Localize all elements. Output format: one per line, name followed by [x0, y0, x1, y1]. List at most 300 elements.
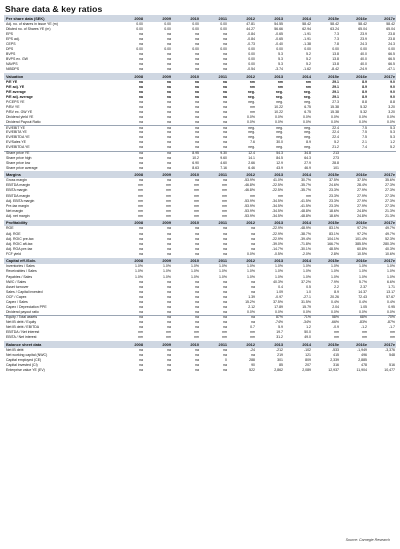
- row-value: na: [167, 67, 171, 72]
- row-value: na: [139, 368, 143, 372]
- row-value: na: [139, 362, 143, 367]
- row-value: 27.9: [304, 160, 311, 165]
- row-value: 57.67: [386, 294, 395, 299]
- row-value: 9.0: [390, 95, 395, 99]
- row-value: 13.8: [332, 62, 339, 67]
- row-value: 1.0%: [359, 274, 367, 279]
- row-value: na: [251, 352, 255, 357]
- row-value: nm: [166, 330, 171, 335]
- row-label: Adj. no. of shares in issue YE (m): [6, 21, 58, 26]
- row-value: 58.42: [302, 21, 311, 26]
- row-value: na: [138, 84, 143, 89]
- row-value: 40.0: [360, 62, 367, 67]
- row-value: 0.0%: [331, 115, 339, 120]
- row-value: 56.66: [274, 26, 283, 31]
- year-header: 2017e: [384, 220, 395, 226]
- row-value: 58.42: [386, 21, 395, 26]
- row-value: nm: [222, 203, 227, 208]
- row-value: 2.1: [362, 140, 367, 145]
- row-value: na: [223, 105, 227, 110]
- row-value: na: [166, 89, 171, 94]
- row-value: na: [222, 89, 227, 94]
- row-value: na: [138, 79, 143, 84]
- row-value: na: [223, 324, 227, 329]
- row-value: 58%: [331, 315, 339, 320]
- row-value: neg.: [248, 130, 255, 135]
- row-label: FCF yield: [6, 251, 21, 256]
- row-value: na: [139, 110, 143, 115]
- year-header: 2011: [218, 172, 227, 178]
- row-value: nm: [305, 79, 311, 84]
- row-value: 8.8: [362, 100, 367, 105]
- row-value: 23.8: [388, 36, 395, 41]
- row-value: 0.0%: [331, 120, 339, 125]
- row-value: neg.: [248, 100, 255, 105]
- row-value: na: [251, 279, 255, 284]
- table-row: [4, 310, 396, 315]
- table-row: [4, 166, 396, 171]
- row-value: 101: [333, 165, 339, 170]
- row-value: -0.97: [275, 294, 283, 299]
- row-value: na: [167, 241, 171, 246]
- row-value: na: [167, 309, 171, 314]
- row-value: neg.: [248, 125, 255, 130]
- row-value: na: [167, 231, 171, 236]
- row-label: Adj. EBITA margin: [6, 198, 35, 203]
- row-value: nm: [166, 208, 171, 213]
- row-value: 2,089: [302, 368, 311, 372]
- row-value: 1.0%: [247, 274, 255, 279]
- row-value: 0.0%: [303, 115, 311, 120]
- row-value: 5.3: [390, 135, 395, 140]
- row-value: 62.94: [302, 26, 311, 31]
- row-label: Sales / Capital invested: [6, 289, 43, 294]
- row-value: 0.00: [276, 46, 283, 51]
- row-value: -53.9%: [243, 198, 255, 203]
- row-value: 83.1%: [329, 231, 339, 236]
- year-header: 2015e: [328, 341, 339, 347]
- row-value: 60.8%: [357, 246, 367, 251]
- row-value: na: [139, 155, 143, 160]
- row-value: -34.5%: [271, 198, 283, 203]
- row-value: -3.74: [275, 67, 283, 72]
- row-value: nm: [250, 335, 255, 340]
- year-header: 2010: [190, 172, 199, 178]
- row-value: na: [139, 226, 143, 231]
- row-value: na: [223, 36, 227, 41]
- row-value: 8.63: [192, 165, 199, 170]
- row-value: -39.0%: [271, 241, 283, 246]
- row-value: 0.0%: [303, 309, 311, 314]
- row-value: 68%: [359, 315, 367, 320]
- row-label: Capital employed (CE): [6, 357, 42, 362]
- row-value: na: [139, 279, 143, 284]
- row-value: na: [223, 41, 227, 46]
- row-value: 316: [333, 362, 339, 367]
- year-header: 2013: [274, 172, 283, 178]
- row-value: 72.43: [358, 294, 367, 299]
- row-value: -1.91: [303, 36, 311, 41]
- row-value: -34.5%: [271, 208, 283, 213]
- row-value: neg.: [276, 100, 283, 105]
- row-value: 1.0%: [387, 269, 395, 274]
- row-value: na: [223, 236, 227, 241]
- row-value: 0.0%: [303, 120, 311, 125]
- row-label: EBITDA margin: [6, 183, 31, 188]
- row-value: -0.84: [247, 31, 255, 36]
- row-value: na: [223, 368, 227, 372]
- row-label: Gross margin: [6, 178, 28, 183]
- row-value: nm: [277, 84, 283, 89]
- row-value: 65.04: [358, 26, 367, 31]
- year-header: 2014: [302, 341, 311, 347]
- row-value: nm: [138, 203, 143, 208]
- row-label: EV/EBITA YE: [6, 130, 27, 135]
- row-value: na: [139, 41, 143, 46]
- row-value: 24.3: [360, 41, 367, 46]
- section-header: [4, 341, 396, 348]
- row-value: 15.38: [330, 110, 339, 115]
- row-value: na: [139, 62, 143, 67]
- row-value: 54.55: [274, 21, 283, 26]
- row-label: NAVPS: [6, 62, 18, 67]
- row-value: 166.7%: [327, 241, 339, 246]
- row-value: na: [194, 89, 199, 94]
- year-header: 2013: [274, 15, 283, 21]
- row-value: 101.4%: [355, 236, 367, 241]
- row-value: 0.00: [248, 57, 255, 62]
- row-value: na: [167, 57, 171, 62]
- row-value: -35.7%: [299, 188, 311, 193]
- row-value: na: [223, 279, 227, 284]
- row-value: na: [167, 352, 171, 357]
- year-header: 2016e: [356, 172, 367, 178]
- row-value: 8.9: [362, 84, 367, 89]
- row-value: na: [139, 178, 143, 183]
- row-value: na: [223, 31, 227, 36]
- row-value: 27.3%: [385, 188, 395, 193]
- row-label: Dividend Payout Ratio: [6, 120, 41, 125]
- row-value: 40.3%: [273, 279, 283, 284]
- row-value: 15.2%: [245, 299, 255, 304]
- row-value: 1.0%: [191, 274, 199, 279]
- row-value: 9.30: [220, 151, 227, 156]
- row-label: Adj. ROE: [6, 231, 21, 236]
- row-label: EPS adj.: [6, 36, 20, 41]
- page-title: Share data & key ratios: [5, 4, 103, 14]
- row-value: -24.9: [359, 67, 367, 72]
- row-value: 13.17: [386, 289, 395, 294]
- row-value: na: [139, 357, 143, 362]
- row-value: 9.0: [390, 89, 395, 94]
- row-value: na: [195, 279, 199, 284]
- row-value: -22.5%: [271, 183, 283, 188]
- row-label: BVPS ex. GW: [6, 57, 28, 62]
- row-value: na: [223, 140, 227, 145]
- year-header: 2008: [134, 15, 143, 21]
- row-value: nm: [222, 335, 227, 340]
- row-value: na: [195, 241, 199, 246]
- row-value: na: [139, 160, 143, 165]
- row-value: 14.1: [248, 155, 255, 160]
- row-value: 21.2: [332, 145, 339, 150]
- year-header: 2013: [274, 258, 283, 264]
- row-value: na: [223, 319, 227, 324]
- row-value: 7.5: [362, 125, 367, 130]
- row-value: na: [223, 226, 227, 231]
- row-value: na: [167, 160, 171, 165]
- row-value: 37.5%: [357, 178, 367, 183]
- row-label: Dividend yield YE: [6, 115, 34, 120]
- row-value: 9.0: [390, 84, 395, 89]
- section-title: Balance sheet data: [6, 341, 42, 347]
- row-value: 28.4%: [357, 183, 367, 188]
- year-header: 2012: [246, 73, 255, 79]
- section-header: [4, 15, 396, 22]
- row-value: 0.00: [220, 26, 227, 31]
- row-value: 0.0%: [247, 309, 255, 314]
- row-value: 29.1: [332, 89, 339, 94]
- row-value: -1,949: [357, 347, 367, 352]
- row-value: na: [251, 284, 255, 289]
- row-value: 17.89: [274, 304, 283, 309]
- row-value: -0.65: [275, 36, 283, 41]
- row-value: na: [139, 236, 143, 241]
- row-value: 37.5%: [329, 178, 339, 183]
- row-value: 522: [249, 368, 255, 372]
- row-value: na: [195, 284, 199, 289]
- row-value: 809: [305, 357, 311, 362]
- row-value: -1.7: [388, 324, 395, 329]
- year-header: 2008: [134, 341, 143, 347]
- row-value: 0.00: [332, 46, 339, 51]
- row-value: nm: [222, 213, 227, 218]
- row-value: 1.05: [360, 304, 367, 309]
- row-value: 66.5: [388, 51, 395, 56]
- row-label: Capex / Depreciation PPE: [6, 304, 47, 309]
- row-value: 5.3: [390, 125, 395, 130]
- row-value: 23.9: [360, 36, 367, 41]
- row-value: nm: [166, 183, 171, 188]
- year-header: 2010: [190, 258, 199, 264]
- row-value: neg.: [303, 89, 311, 94]
- row-value: na: [167, 145, 171, 150]
- row-value: na: [223, 315, 227, 320]
- year-header: 2016e: [356, 341, 367, 347]
- row-value: 0.00: [192, 26, 199, 31]
- row-value: 2.8%: [331, 251, 339, 256]
- row-value: 2.66: [248, 160, 255, 165]
- row-value: na: [139, 151, 143, 156]
- row-value: na: [195, 140, 199, 145]
- row-value: 87%: [275, 315, 283, 320]
- table-row: [4, 335, 396, 340]
- row-value: neg.: [304, 125, 311, 130]
- row-value: na: [223, 231, 227, 236]
- row-value: 12.9: [276, 160, 283, 165]
- row-value: 0.0%: [331, 309, 339, 314]
- row-value: na: [167, 165, 171, 170]
- row-value: na: [223, 130, 227, 135]
- row-value: na: [139, 115, 143, 120]
- row-value: 24.8%: [357, 213, 367, 218]
- row-value: na: [139, 289, 143, 294]
- year-header: 2011: [218, 258, 227, 264]
- row-value: 0.0%: [359, 115, 367, 120]
- row-label: P/E average: [6, 89, 26, 94]
- row-value: 478: [361, 362, 367, 367]
- row-value: na: [138, 95, 143, 99]
- row-value: na: [195, 362, 199, 367]
- row-value: neg.: [275, 89, 283, 94]
- row-value: 90: [251, 362, 255, 367]
- row-value: -48.8%: [299, 208, 311, 213]
- row-value: 24.3: [388, 41, 395, 46]
- row-value: 12.4: [248, 151, 255, 156]
- row-value: 50.0: [304, 330, 311, 335]
- row-value: -38.7%: [299, 231, 311, 236]
- row-value: 19.7: [276, 330, 283, 335]
- row-value: nm: [250, 193, 255, 198]
- row-value: na: [195, 36, 199, 41]
- row-value: 8.9: [334, 289, 339, 294]
- row-value: 121: [305, 352, 311, 357]
- row-value: 0.4%: [359, 299, 367, 304]
- row-value: 29.1: [332, 95, 339, 99]
- row-value: 65.04: [386, 26, 395, 31]
- row-label: EV/Sales YE: [6, 140, 26, 145]
- row-value: -1.2: [360, 324, 367, 329]
- row-label: P/E adj. average: [6, 95, 33, 99]
- row-value: -0.54: [247, 67, 255, 72]
- row-value: 21.3%: [385, 208, 395, 213]
- row-value: 5.3: [278, 57, 283, 62]
- row-value: 1.0%: [331, 274, 339, 279]
- row-value: -102: [303, 347, 311, 352]
- row-label: Share price high: [6, 155, 32, 160]
- row-value: na: [251, 319, 255, 324]
- row-value: 22.4: [332, 125, 339, 130]
- row-value: neg.: [276, 130, 283, 135]
- row-value: 3.20: [388, 110, 395, 115]
- row-value: 23.8: [388, 31, 395, 36]
- row-value: na: [167, 315, 171, 320]
- row-value: 2,339: [330, 357, 339, 362]
- row-value: 1.0%: [275, 269, 283, 274]
- row-value: 0.00: [304, 46, 311, 51]
- row-value: na: [195, 125, 199, 130]
- row-value: 0.4: [278, 284, 283, 289]
- row-value: nm: [138, 193, 143, 198]
- row-value: 1.0%: [219, 264, 227, 269]
- row-value: 37.2%: [301, 279, 311, 284]
- row-value: neg.: [247, 95, 255, 99]
- row-value: nm: [278, 193, 283, 198]
- row-value: 10.2: [192, 155, 199, 160]
- row-value: 0.7: [250, 324, 255, 329]
- row-value: 0.0%: [247, 251, 255, 256]
- row-value: na: [195, 319, 199, 324]
- row-value: na: [223, 110, 227, 115]
- row-value: 2.37: [360, 284, 367, 289]
- row-label: Share price average: [6, 165, 38, 170]
- row-value: 23.3%: [329, 188, 339, 193]
- row-value: -48.8%: [299, 213, 311, 218]
- row-value: na: [167, 284, 171, 289]
- row-value: -41.5%: [299, 203, 311, 208]
- row-value: 66.5: [388, 62, 395, 67]
- row-value: 7.8: [334, 41, 339, 46]
- row-value: na: [194, 79, 199, 84]
- row-value: 1.0%: [275, 264, 283, 269]
- row-value: 22.4: [332, 135, 339, 140]
- row-value: 1.2: [390, 140, 395, 145]
- row-label: P/CEPS YE: [6, 100, 25, 105]
- row-value: 6.75: [304, 105, 311, 110]
- year-header: 2017e: [384, 172, 395, 178]
- row-label: Adj. ROA pre-tax: [6, 246, 33, 251]
- row-value: 18.6%: [329, 208, 339, 213]
- row-value: nm: [334, 335, 339, 340]
- row-value: na: [139, 120, 143, 125]
- row-value: na: [139, 304, 143, 309]
- row-value: nm: [166, 335, 171, 340]
- year-header: 2015e: [328, 220, 339, 226]
- row-value: 63.24: [330, 26, 339, 31]
- row-value: 6.75: [304, 110, 311, 115]
- row-value: 0.00: [220, 46, 227, 51]
- year-header: 2014: [302, 172, 311, 178]
- row-value: -34.5%: [271, 213, 283, 218]
- row-value: -53.9%: [243, 208, 255, 213]
- row-value: 6.46: [248, 165, 255, 170]
- row-value: -8.42: [331, 67, 339, 72]
- year-header: 2009: [162, 258, 171, 264]
- row-value: nm: [138, 188, 143, 193]
- row-value: na: [223, 125, 227, 130]
- row-value: 1.0%: [219, 274, 227, 279]
- row-value: na: [167, 151, 171, 156]
- year-header: 2016e: [356, 220, 367, 226]
- row-value: nm: [334, 330, 339, 335]
- year-header: 2017e: [384, 341, 395, 347]
- row-value: 13.8: [332, 51, 339, 56]
- row-value: na: [195, 315, 199, 320]
- row-value: na: [139, 352, 143, 357]
- row-value: 27.3: [332, 100, 339, 105]
- row-value: -35.7%: [299, 183, 311, 188]
- row-label: P/BV ex. GW YE: [6, 110, 33, 115]
- row-value: na: [166, 95, 171, 99]
- row-value: 8.9: [362, 89, 367, 94]
- row-value: na: [167, 289, 171, 294]
- row-value: na: [251, 226, 255, 231]
- row-value: 5.9: [278, 324, 283, 329]
- row-value: 1.0%: [163, 264, 171, 269]
- year-header: 2010: [190, 15, 199, 21]
- row-value: 1.0%: [331, 264, 339, 269]
- row-value: -34%: [302, 319, 311, 324]
- year-header: 2015e: [328, 172, 339, 178]
- row-value: 1.0%: [359, 264, 367, 269]
- year-header: 2017e: [384, 258, 395, 264]
- row-value: 0.00: [164, 21, 171, 26]
- row-value: -24: [249, 347, 255, 352]
- row-value: 5.32: [360, 105, 367, 110]
- row-value: 31.5%: [301, 299, 311, 304]
- row-value: 0.00: [136, 46, 143, 51]
- row-value: -48.9%: [299, 226, 311, 231]
